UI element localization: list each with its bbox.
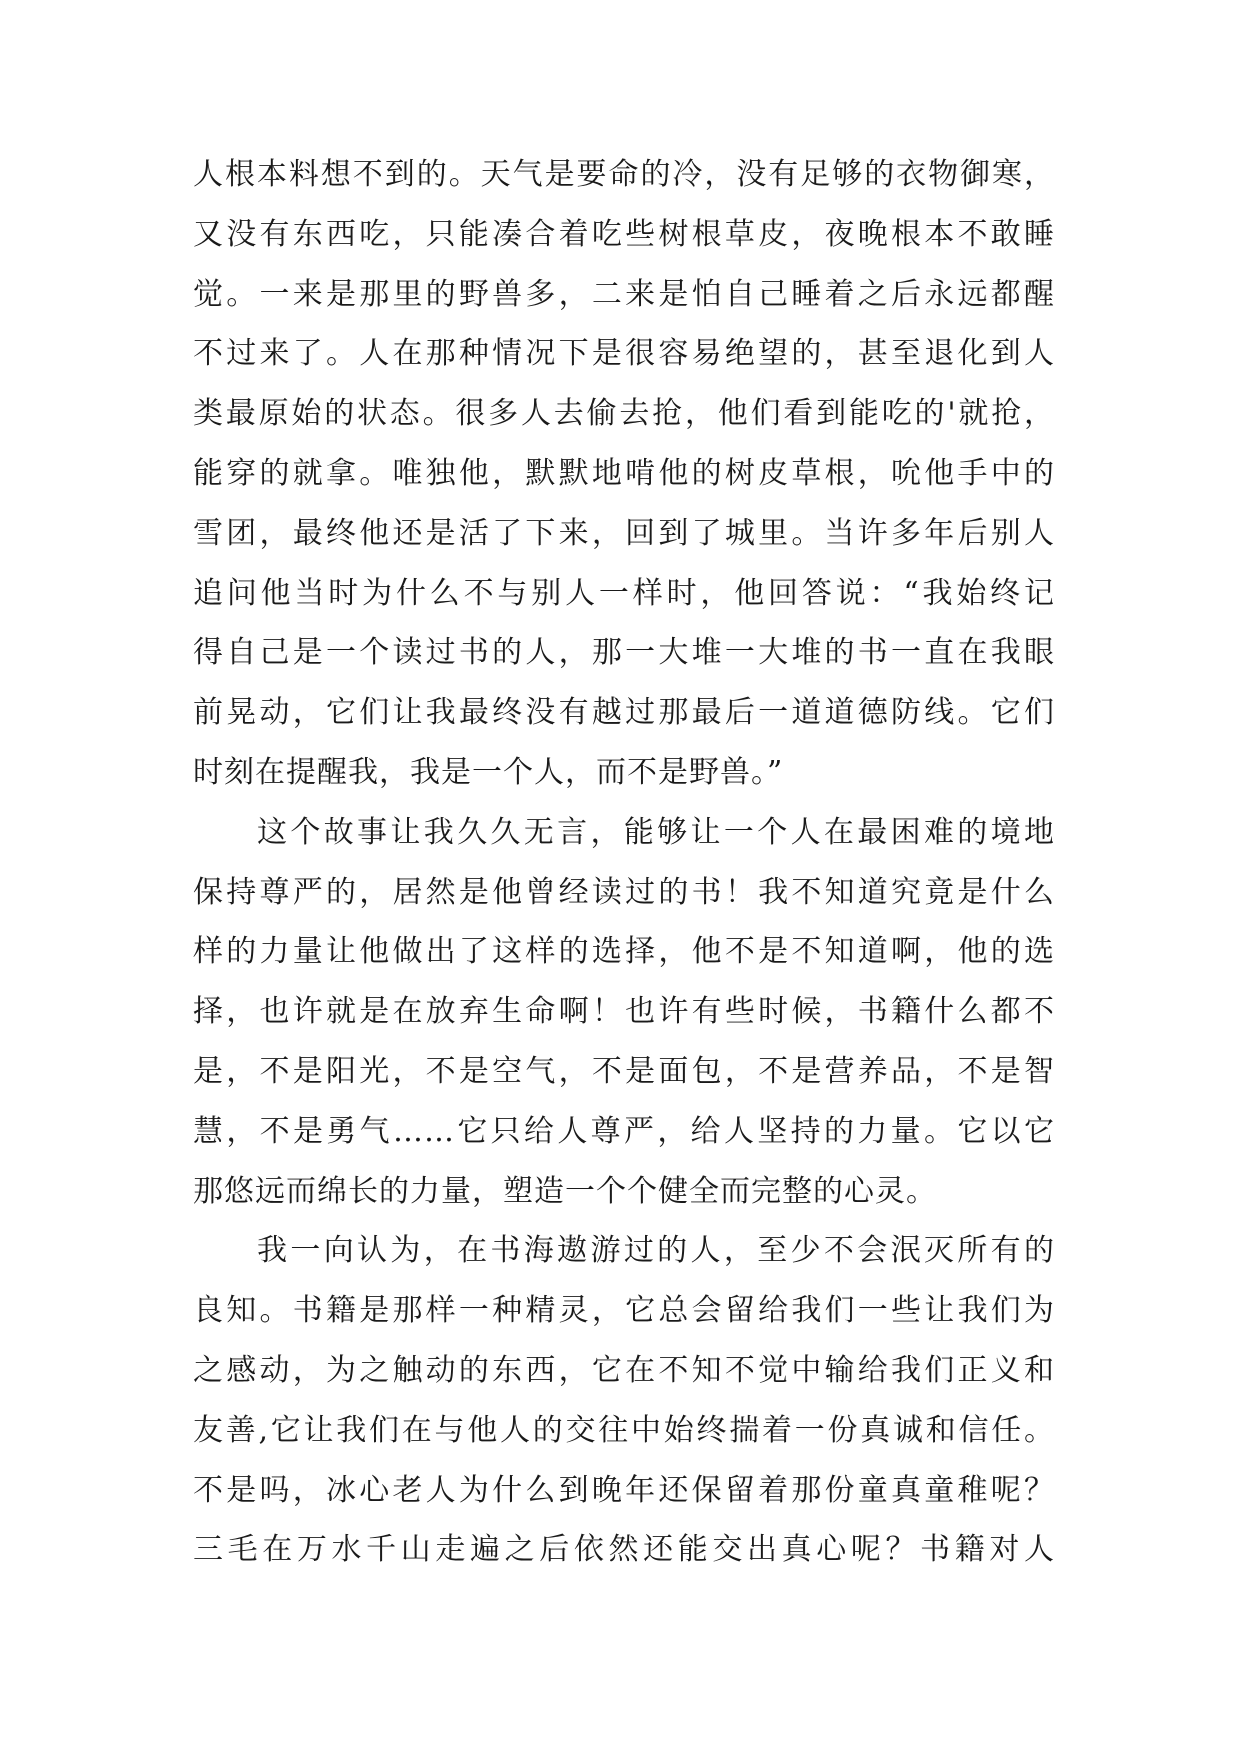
text-line: 是，不是阳光，不是空气，不是面包，不是营养品，不是智 (193, 1053, 1055, 1089)
text-line: 不过来了。人在那种情况下是很容易绝望的，甚至退化到人 (193, 336, 1055, 372)
text-line: 得自己是一个读过书的人，那一大堆一大堆的书一直在我眼 (193, 635, 1055, 671)
text-line: 友善,它让我们在与他人的交往中始终揣着一份真诚和信任。 (193, 1412, 1055, 1448)
text-line: 慧，不是勇气……它只给人尊严，给人坚持的力量。它以它 (193, 1113, 1055, 1149)
text-line: 之感动，为之触动的东西，它在不知不觉中输给我们正义和 (193, 1352, 1055, 1388)
text-line: 不是吗，冰心老人为什么到晚年还保留着那份童真童稚呢？ (193, 1472, 1055, 1508)
text-line: 前晃动，它们让我最终没有越过那最后一道道德防线。它们 (193, 695, 1055, 731)
text-line: 良知。书籍是那样一种精灵，它总会留给我们一些让我们为 (193, 1293, 1055, 1329)
text-line: 样的力量让他做出了这样的选择，他不是不知道啊，他的选 (193, 934, 1055, 970)
document-page (193, 145, 1055, 1580)
text-line-paragraph-start: 我一向认为，在书海遨游过的人，至少不会泯灭所有的 (257, 1233, 1055, 1269)
text-line: 三毛在万水千山走遍之后依然还能交出真心呢？书籍对人 (193, 1532, 1055, 1568)
text-line: 雪团，最终他还是活了下来，回到了城里。当许多年后别人 (193, 515, 1055, 551)
text-line: 择，也许就是在放弃生命啊！也许有些时候，书籍什么都不 (193, 994, 1055, 1030)
text-line-paragraph-end: 那悠远而绵长的力量，塑造一个个健全而完整的心灵。 (193, 1173, 937, 1209)
text-line: 觉。一来是那里的野兽多，二来是怕自己睡着之后永远都醒 (193, 276, 1055, 312)
text-line: 类最原始的状态。很多人去偷去抢，他们看到能吃的'就抢， (193, 396, 1055, 432)
text-line-paragraph-end: 时刻在提醒我，我是一个人，而不是野兽。” (193, 754, 784, 790)
text-line-paragraph-start: 这个故事让我久久无言，能够让一个人在最困难的境地 (257, 814, 1055, 850)
text-line: 能穿的就拿。唯独他，默默地啃他的树皮草根，吮他手中的 (193, 455, 1055, 491)
text-line: 追问他当时为什么不与别人一样时，他回答说：“我始终记 (193, 575, 1055, 611)
text-line: 人根本料想不到的。天气是要命的冷，没有足够的衣物御寒， (193, 157, 1055, 192)
text-line: 保持尊严的，居然是他曾经读过的书！我不知道究竟是什么 (193, 874, 1055, 910)
text-line: 又没有东西吃，只能凑合着吃些树根草皮，夜晚根本不敢睡 (193, 216, 1055, 252)
